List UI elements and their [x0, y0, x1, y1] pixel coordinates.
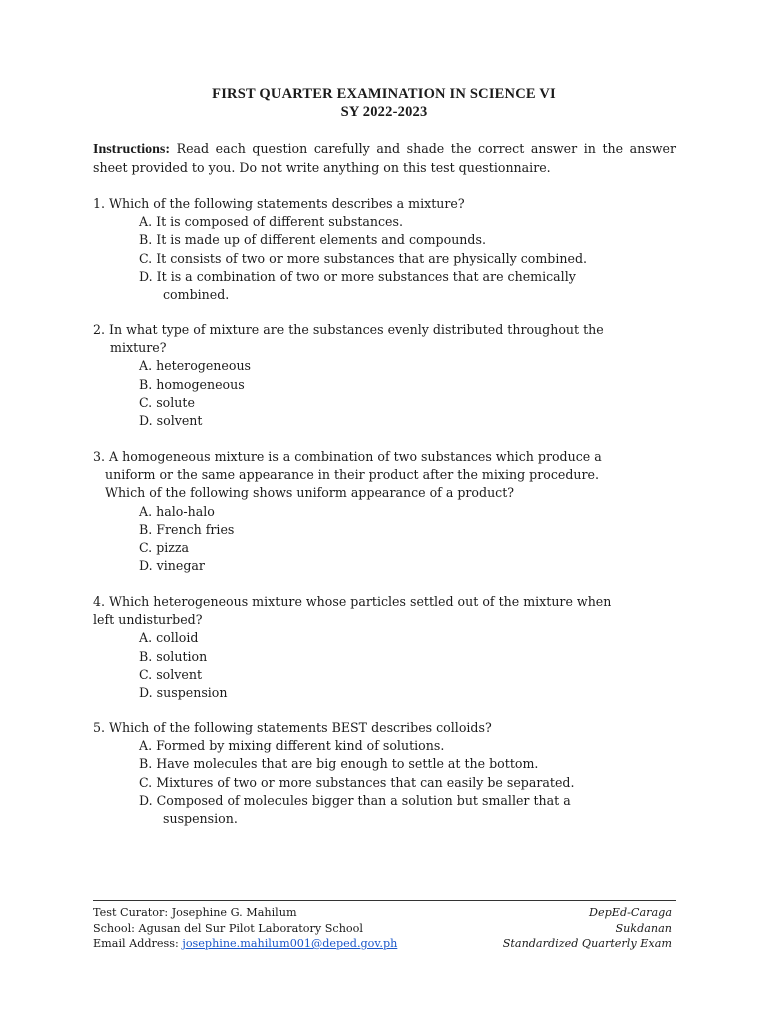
option-a: A. Formed by mixing different kind of solutions.: [139, 738, 445, 754]
school-name: School: Agusan del Sur Pilot Laboratory School: [93, 921, 363, 935]
question-stem-cont2: Which of the following shows uniform appearance of a product?: [105, 485, 515, 501]
option-d-wrap: combined.: [163, 287, 230, 303]
instructions-label: Instructions:: [93, 142, 171, 157]
option-d: [93, 268, 676, 304]
option-a: A. It is composed of different substances.: [139, 214, 403, 230]
option-c: C. solute: [139, 394, 195, 410]
options-list: [93, 503, 676, 576]
option-c: C. pizza: [139, 540, 190, 556]
question-stem: [93, 593, 676, 629]
option-a: A. colloid: [139, 630, 199, 646]
question-3: [93, 448, 676, 575]
question-2: [93, 321, 676, 430]
option-d: D. suspension: [139, 685, 228, 701]
footer-divider: [93, 900, 676, 901]
option-d: D. vinegar: [139, 558, 205, 574]
question-stem-line: 2. In what type of mixture are the substances evenly distributed throughout the: [93, 322, 604, 337]
option-d-wrap: suspension.: [163, 811, 238, 827]
options-list: [93, 357, 676, 430]
question-stem-line: 4. Which heterogeneous mixture whose particles settled out of the mixture when: [93, 594, 612, 609]
question-stem: [93, 321, 676, 357]
exam-type: Standardized Quarterly Exam: [502, 937, 672, 950]
option-d-text: D. It is a combination of two or more substances that are chemically: [139, 268, 576, 284]
option-d: [93, 792, 676, 828]
question-5: [93, 719, 676, 828]
instructions: [93, 140, 676, 177]
option-a: A. heterogeneous: [139, 358, 252, 374]
question-1: [93, 195, 676, 304]
options-list: [93, 213, 676, 304]
option-b: B. Have molecules that are big enough to settle at the bottom.: [139, 756, 539, 772]
school-year: SY 2022-2023: [340, 104, 428, 120]
option-b: B. French fries: [139, 521, 235, 537]
option-a: A. halo-halo: [139, 503, 215, 519]
options-list: [93, 737, 676, 828]
email-line: [93, 936, 397, 952]
question-stem: 1. Which of the following statements describes a mixture?: [93, 196, 465, 211]
question-stem-line: 3. A homogeneous mixture is a combination of two substances which produce a: [93, 449, 602, 464]
option-c: C. solvent: [139, 666, 203, 682]
deped-region: DepEd-Caraga: [589, 906, 672, 919]
question-stem-cont: left undisturbed?: [93, 612, 203, 628]
question-stem-cont: uniform or the same appearance in their product after the mixing procedure.: [105, 467, 600, 483]
option-c: C. Mixtures of two or more substances that can easily be separated.: [139, 774, 575, 790]
test-curator: Test Curator: Josephine G. Mahilum: [93, 906, 297, 919]
question-stem: [93, 448, 676, 503]
email-label: Email Address:: [93, 937, 183, 950]
option-d: D. solvent: [139, 413, 203, 429]
options-list: [93, 629, 676, 702]
question-stem: 5. Which of the following statements BEST describes colloids?: [93, 720, 492, 735]
question-stem-cont: mixture?: [110, 340, 167, 356]
footer-left: [93, 905, 397, 952]
instructions-text: Read each question carefully and shade the correct answer in the answer sheet provided to you. Do not write anything on this test questionnaire.: [93, 141, 676, 175]
option-c: C. It consists of two or more substances that are physically combined.: [139, 250, 588, 266]
exam-title: FIRST QUARTER EXAMINATION IN SCIENCE VI: [212, 86, 556, 102]
email-link[interactable]: josephine.mahilum001@deped.gov.ph: [182, 937, 398, 950]
footer-right: [503, 905, 672, 952]
option-b: B. homogeneous: [139, 376, 245, 392]
question-4: [93, 593, 676, 702]
option-b: B. It is made up of different elements and compounds.: [139, 232, 486, 248]
option-d-text: D. Composed of molecules bigger than a solution but smaller that a: [139, 792, 571, 808]
option-b: B. solution: [139, 648, 208, 664]
sukdanan: Sukdanan: [615, 921, 672, 935]
